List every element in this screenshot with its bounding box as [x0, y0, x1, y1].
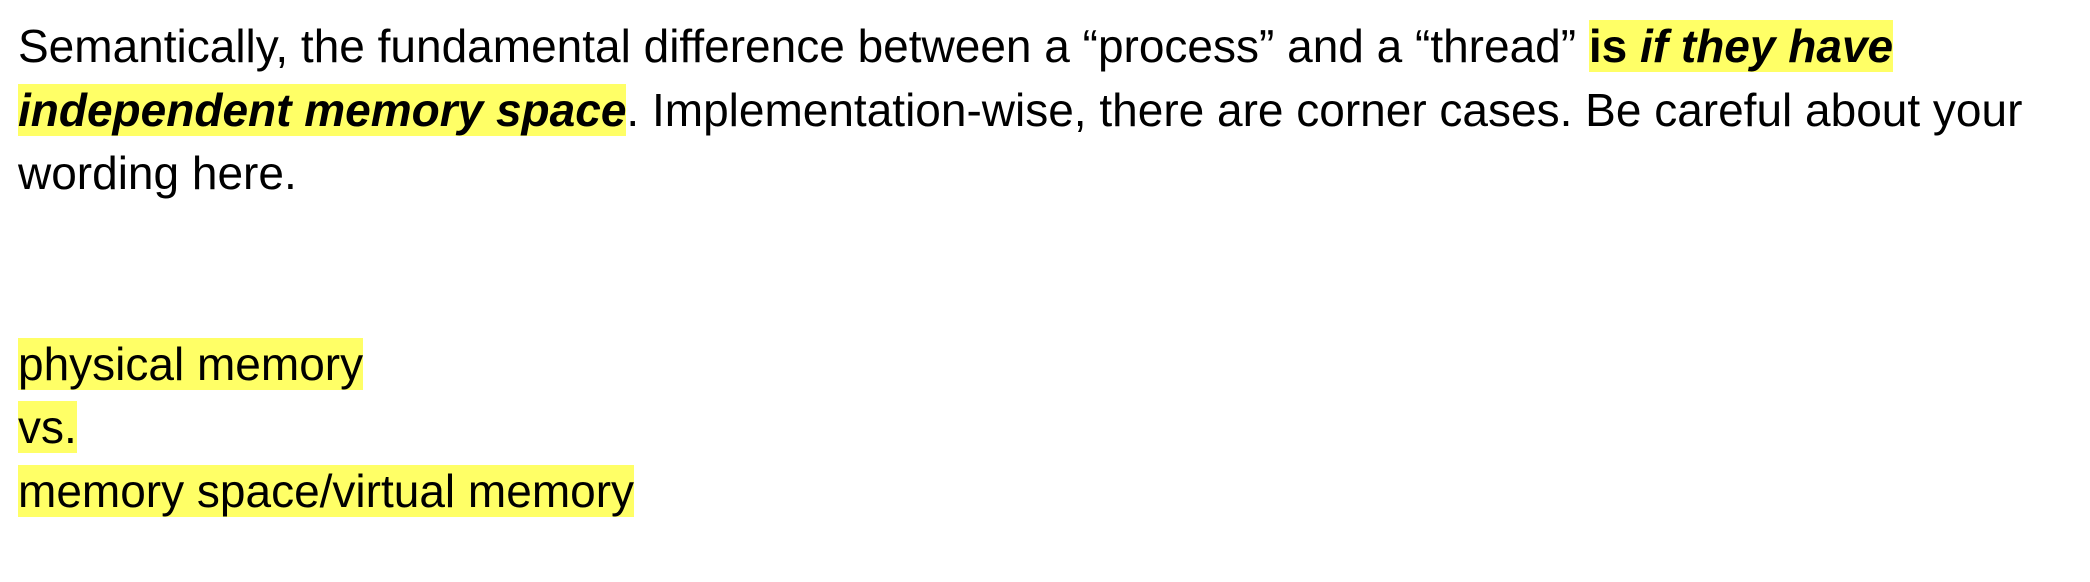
highlighted-bold-italic-text: if they have independent memory space	[18, 20, 1894, 136]
memory-note-line	[18, 333, 2068, 397]
versus-text: vs.	[18, 401, 77, 453]
highlighted-bold-text: is	[1588, 20, 1641, 72]
comment-paragraph	[18, 15, 2068, 206]
paragraph-tail-text: . Implementation-wise, there are corner cases. Be careful about your wording here.	[18, 83, 2023, 199]
memory-note-line	[18, 396, 2068, 460]
paragraph-lead-text: Semantically, the fundamental difference between a “process” and a “thread”	[18, 20, 1589, 72]
blank-lines	[18, 206, 2068, 333]
memory-notes	[18, 333, 2068, 524]
document-body	[18, 15, 2068, 523]
virtual-memory-text: memory space/virtual memory	[18, 464, 635, 517]
physical-memory-text: physical memory	[18, 337, 364, 390]
memory-note-line	[18, 460, 2068, 524]
